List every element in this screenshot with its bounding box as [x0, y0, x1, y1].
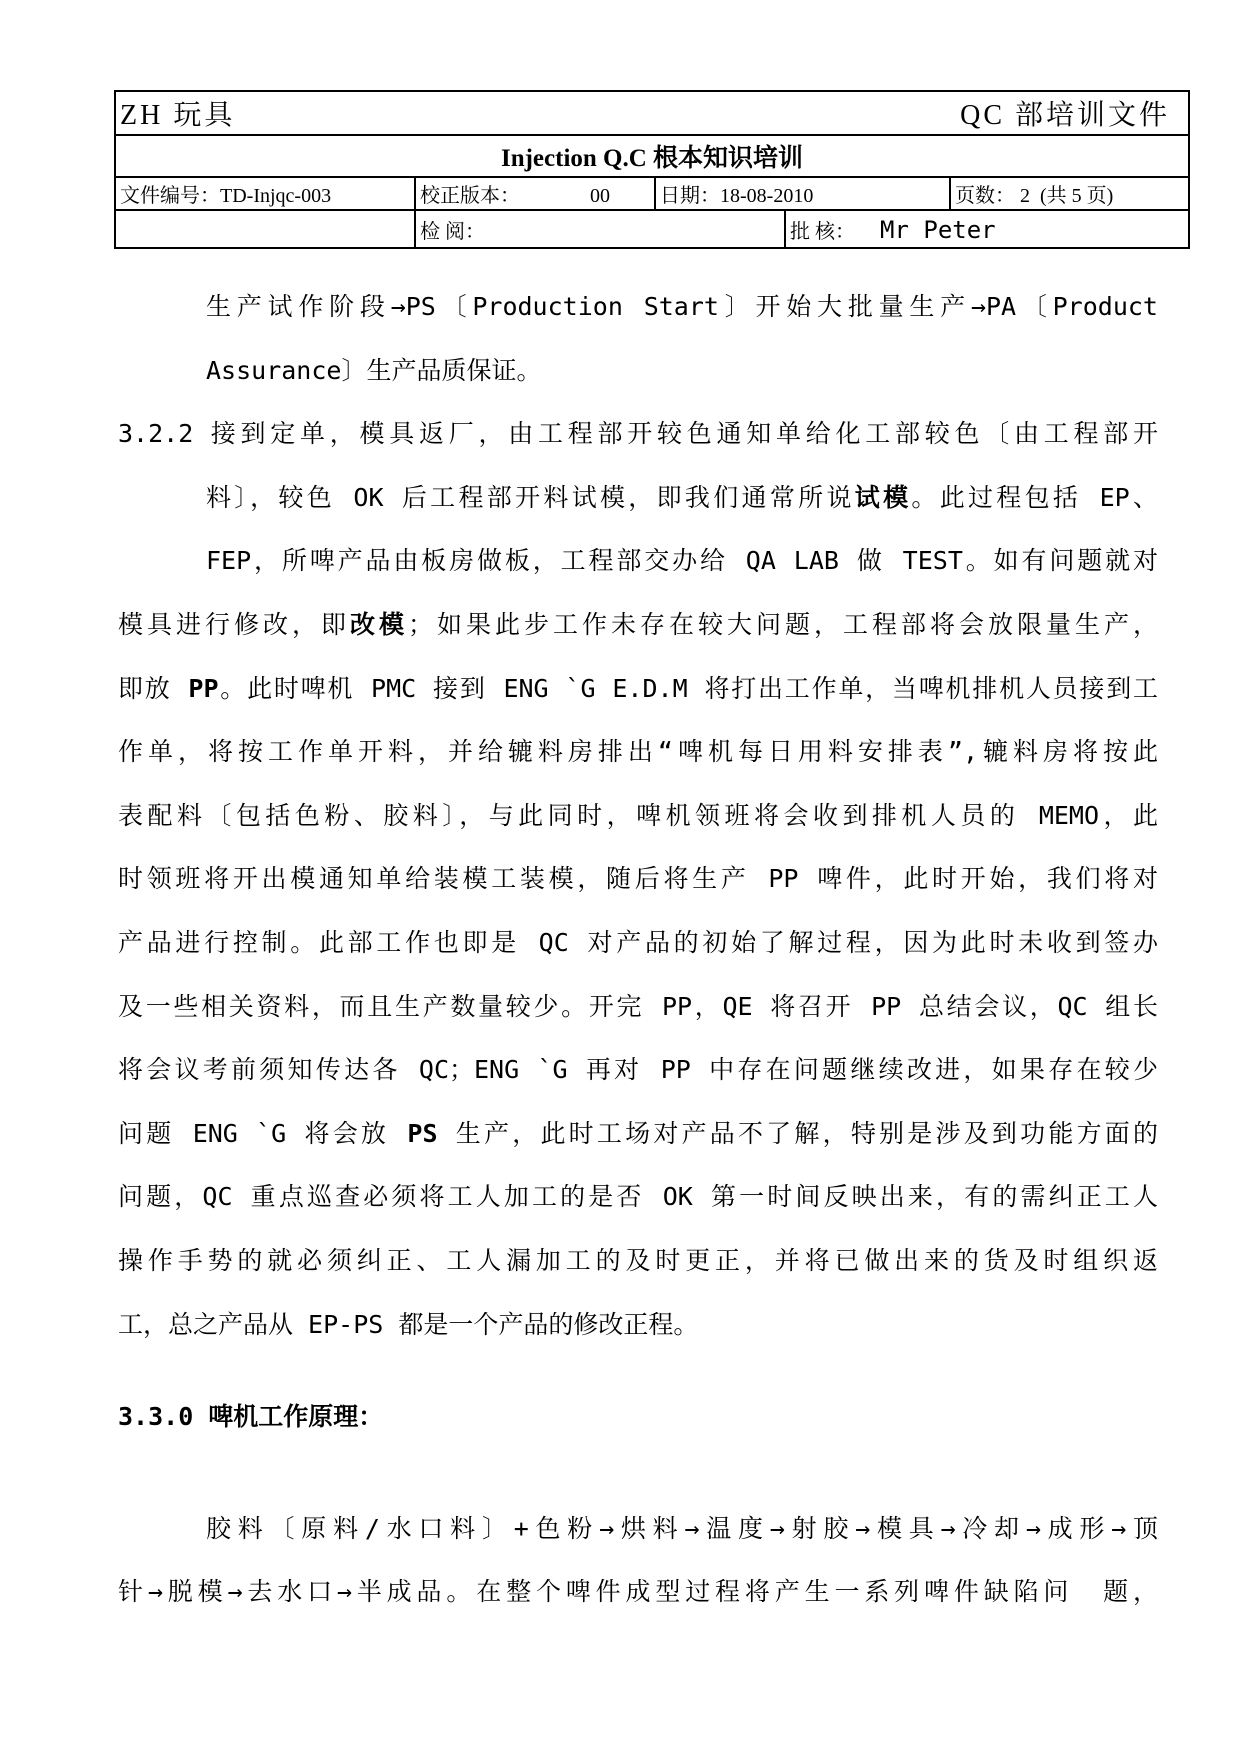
page-label: 页数：: [955, 185, 1016, 207]
paragraph-line: [118, 657, 1158, 721]
emphasis-modify-mold: 改模: [350, 609, 408, 639]
text-run: ；如果此步工作未存在较大问题，工程部将会放限量生产，: [408, 609, 1158, 639]
paragraph-line: 针→脱模→去水口→半成品。在整个啤件成型过程将产生一系列啤件缺陷问 题，: [118, 1577, 1158, 1607]
paragraph-line: 胶料〔原料/水口料〕+色粉→烘料→温度→射胶→模具→冷却→成形→顶: [206, 1513, 1158, 1543]
emphasis-ps: PS: [407, 1118, 438, 1148]
paragraph-line: Assurance〕生产品质保证。: [206, 355, 542, 385]
review-label: 检 阅：: [420, 220, 485, 243]
paragraph-line: [118, 593, 1158, 657]
paragraph-line: 时领班将开出模通知单给装模工装模，随后将生产 PP 啤件，此时开始，我们将对: [118, 864, 1158, 894]
version-value: 00: [590, 185, 610, 207]
approver-name: Mr Peter: [880, 215, 996, 244]
blank-cell: [115, 210, 415, 248]
paragraph-line: FEP，所啤产品由板房做板，工程部交办给 QA LAB 做 TEST。如有问题就对: [206, 546, 1158, 576]
version-cell: [415, 177, 655, 210]
document-header-table: [114, 90, 1190, 249]
section-number: 3.2.2: [118, 419, 194, 449]
paragraph-line: 生产试作阶段→PS〔Production Start〕开始大批量生产→PA〔Product: [206, 292, 1158, 321]
paragraph-line: 将会议考前须知传达各 QC；ENG `G 再对 PP 中存在问题继续改进，如果存在较少: [118, 1055, 1158, 1085]
paragraph-line: [118, 1102, 1158, 1166]
document-title: Injection Q.C 根本知识培训: [115, 135, 1189, 177]
doc-number: TD-Injqc-003: [220, 185, 332, 207]
text-run: 。此时啤机 PMC 接到 ENG `G E.D.M 将打出工作单，当啤机排机人员接到工: [218, 673, 1158, 703]
date-label: 日期：: [660, 185, 720, 207]
text-run: 。此过程包括 EP、: [911, 482, 1158, 512]
section-3-2-2-line: [118, 402, 1158, 466]
text-run: 问题 ENG `G 将会放: [118, 1118, 408, 1148]
text-run: 模具进行修改，即: [118, 609, 350, 639]
review-cell: [415, 210, 785, 248]
page-number: 2: [1020, 185, 1031, 207]
paragraph-line: 工，总之产品从 EP-PS 都是一个产品的修改正程。: [118, 1309, 699, 1339]
section-3-3-0-title: 3.3.0 啤机工作原理：: [118, 1402, 384, 1432]
version-label: 校正版本：: [420, 185, 520, 207]
paragraph-line: 产品进行控制。此部工作也即是 QC 对产品的初始了解过程，因为此时未收到签办: [118, 927, 1158, 957]
paragraph-line: 问题，QC 重点巡查必须将工人加工的是否 OK 第一时间反映出来，有的需纠正工人: [118, 1182, 1158, 1212]
department-doc-label: QC 部培训文件: [785, 91, 1189, 135]
paragraph-line: 表配料〔包括色粉、胶料〕，与此同时，啤机领班将会收到排机人员的 MEMO，此: [118, 800, 1158, 830]
paragraph-line: [118, 466, 1158, 530]
date-value: 18-08-2010: [720, 185, 814, 207]
approve-cell: [785, 210, 1189, 248]
text-run: 料〕，较色 OK 后工程部开料试模，即我们通常所说: [206, 482, 855, 512]
date-cell: [655, 177, 950, 210]
paragraph-text: 接到定单，模具返厂，由工程部开较色通知单给化工部较色〔由工程部开: [206, 419, 1158, 449]
doc-number-label: 文件编号：: [120, 185, 220, 207]
page-total: (共 5 页): [1040, 185, 1114, 207]
page-count-cell: [950, 177, 1189, 210]
emphasis-trial-mold: 试模: [854, 482, 912, 512]
emphasis-pp: PP: [188, 673, 219, 703]
document-body: [118, 275, 1158, 1624]
paragraph-line: 作单，将按工作单开料，并给辘料房排出“啤机每日用料安排表”,辘料房将按此: [118, 737, 1158, 767]
text-run: 生产，此时工场对产品不了解，特别是涉及到功能方面的: [437, 1118, 1158, 1148]
doc-number-cell: [115, 177, 415, 210]
paragraph-line: 操作手势的就必须纠正、工人漏加工的及时更正，并将已做出来的货及时组织返: [118, 1245, 1158, 1275]
company-name: ZH 玩具: [115, 91, 785, 135]
paragraph-line: 及一些相关资料，而且生产数量较少。开完 PP，QE 将召开 PP 总结会议，QC 组长: [118, 991, 1158, 1021]
approve-label: 批 核：: [790, 220, 856, 243]
text-run: 即放: [118, 673, 189, 703]
